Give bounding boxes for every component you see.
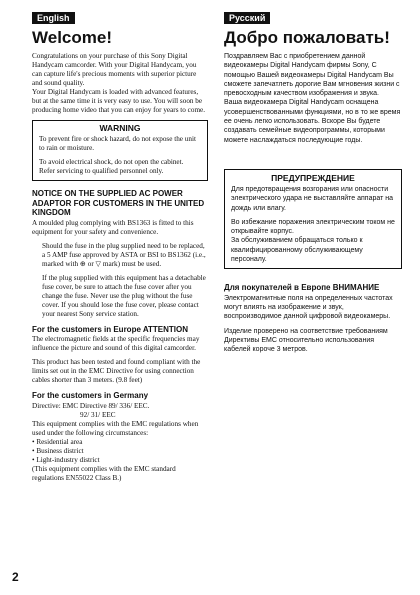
intro-paragraph-1: Congratulations on your purchase of this Sony Digital Handycam camcorder. With your Digital Handycam, you can capture life's precious moments with superior picture and sound quality. <box>32 52 197 87</box>
intro-paragraph-2: Your Digital Handycam is loaded with advanced features, but at the same time it is very easy to use. You will soon be producing home video that you can enjoy for years to come. <box>32 88 206 114</box>
germany-line: Directive: EMC Directive 89/ 336/ EEC. <box>32 401 150 410</box>
page-number: 2 <box>12 570 19 584</box>
uk-notice-heading: NOTICE ON THE SUPPLIED AC POWER ADAPTOR FOR CUSTOMERS IN THE UNITED KINGDOM <box>32 189 205 217</box>
europe-heading: For the customers in Europe ATTENTION <box>32 324 189 334</box>
language-tab-english: English <box>32 12 75 24</box>
intro-text-russian <box>224 52 402 145</box>
europe-heading-russian: Для покупателей в Европе ВНИМАНИЕ <box>224 283 380 293</box>
warning-title: WARNING <box>99 123 141 133</box>
warning-title-russian: ПРЕДУПРЕЖДЕНИЕ <box>271 172 355 183</box>
uk-notice-paragraph-3: If the plug supplied with this equipment has a detachable fuse cover, be sure to attach the fuse cover after you change the fuse. Never use the plug without the fuse cover. If you should lose the fuse cover, please contact your nearest Sony service station. <box>42 273 206 318</box>
uk-notice-paragraph-2: Should the fuse in the plug supplied need to be replaced, a 5 AMP fuse approved by ASTA or BSI to BS1362 (i.e., marked with ⊕ or ▽ mark) must be used. <box>42 241 206 268</box>
russian-column <box>224 8 402 355</box>
warning-text-ru-3: За обслуживанием обращаться только к квалифицированному обслуживающему персоналу. <box>231 237 363 264</box>
intro-paragraph-ru-1: Поздравляем Вас с приобретением данной видеокамеры Digital Handycam фирмы Sony, С помощью Вашей видеокамеры Digital Handycam Вы сможете запечатлеть дорогие Вам мгновения жизни с превосходным качеством изображения и звука. <box>224 53 400 98</box>
intro-paragraph-ru-2: Ваша видеокамера Digital Handycam оснащена усовершенствованными функциями, но в то же время ее очень легко использовать. Вскоре Вы будете создавать семейные видеопрограммы, которыми можете наслаждаться последующие годы. <box>224 99 401 144</box>
english-column <box>32 8 208 483</box>
germany-line: 92/ 31/ EEC <box>80 410 116 419</box>
uk-notice-paragraph-1: A moulded plug complying with BS1363 is fitted to this equipment for your safety and convenience. <box>32 218 194 236</box>
germany-heading: For the customers in Germany <box>32 391 149 400</box>
warning-text-1: To prevent fire or shock hazard, do not expose the unit to rain or moisture. <box>39 135 196 152</box>
europe-paragraph-ru-1: Электромагнитные поля на определенных частотах могут влиять на изображение и звук, воспроизводимое данной цифровой видеокамеры. <box>224 294 393 321</box>
europe-paragraph-ru-2: Изделие проверено на соответствие требованиям Директивы EMC относительно использования кабелей короче 3 метров. <box>224 327 388 354</box>
intro-text <box>32 52 208 115</box>
europe-paragraph-2: This product has been tested and found compliant with the limits set out in the EMC Directive for using connection cables shorter than 3 meters. (9.8 feet) <box>32 358 201 384</box>
warning-text-2: To avoid electrical shock, do not open the cabinet. <box>39 158 184 166</box>
warning-box-russian <box>224 169 402 269</box>
germany-line: This equipment complies with the EMC regulations when used under the following circumstances: <box>32 419 199 437</box>
germany-line: • Residential area <box>32 437 83 446</box>
germany-line: (This equipment complies with the EMC standard regulations EN55022 Class B.) <box>32 464 176 482</box>
warning-text-ru-2: Во избежание поражения электрическим током не открывайте корпус. <box>231 218 395 236</box>
warning-text-3: Refer servicing to qualified personnel only. <box>39 167 164 175</box>
germany-line: • Business district <box>32 446 84 455</box>
welcome-title: Welcome! <box>32 28 112 47</box>
language-tab-russian: Русский <box>224 12 270 24</box>
welcome-title-russian: Добро пожаловать! <box>224 28 390 47</box>
europe-paragraph-1: The electromagnetic fields at the specific frequencies may influence the picture and sound of this digital camcorder. <box>32 335 200 352</box>
warning-box <box>32 120 208 181</box>
warning-text-ru-1: Для предотвращения возгорания или опасности электрического удара не выставляйте аппарат на дождь или влагу. <box>231 185 394 212</box>
germany-line: • Light-industry district <box>32 455 100 464</box>
